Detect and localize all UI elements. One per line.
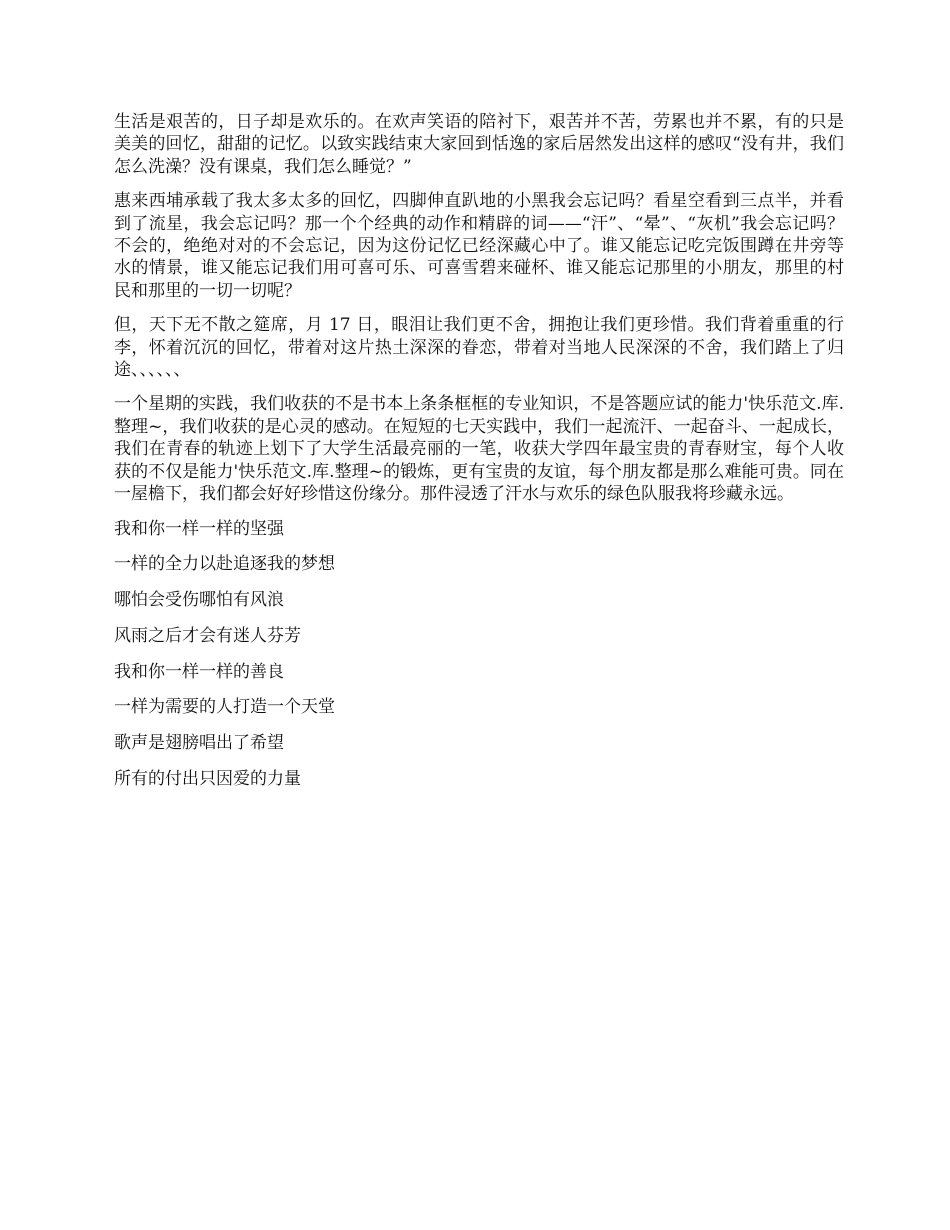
document-body (114, 111, 844, 804)
lyric-line-7: 歌声是翅膀唱出了希望 (114, 733, 284, 754)
lyric-line-5: 我和你一样一样的善良 (114, 661, 284, 682)
paragraph-3: 但，天下无不散之筵席，月 17 日，眼泪让我们更不舍，拥抱让我们更珍惜。我们背着重重的行李，怀着沉沉的回忆，带着对这片热土深深的眷恋，带着对当地人民深深的不舍，我们踏上了归途、、、、、、 (114, 315, 844, 381)
paragraph-2: 惠来西埔承载了我太多太多的回忆，四脚伸直趴地的小黑我会忘记吗？看星空看到三点半，并看到了流星，我会忘记吗？那一个个经典的动作和精辟的词——“汗”、“晕”、“灰机”我会忘记吗？不会的，绝绝对对的不会忘记，因为这份记忆已经深藏心中了。谁又能忘记吃完饭围蹲在井旁等水的情景，谁又能忘记我们用可喜可乐、可喜雪碧来碰杯、谁又能忘记那里的小朋友，那里的村民和那里的一切一切呢？ (114, 191, 844, 301)
lyric-line-1: 我和你一样一样的坚强 (114, 518, 284, 539)
paragraph-4: 一个星期的实践，我们收获的不是书本上条条框框的专业知识，不是答题应试的能力'快乐范文.库.整理~，我们收获的是心灵的感动。在短短的七天实践中，我们一起流汗、一起奋斗、一起成长，我们在青春的轨迹上划下了大学生活最亮丽的一笔，收获大学四年最宝贵的青春财宝，每个人收获的不仅是能力'快乐范文.库.整理~的锻炼，更有宝贵的友谊，每个朋友都是那么难能可贵。同在一屋檐下，我们都会好好珍惜这份缘分。那件浸透了汗水与欢乐的绿色队服我将珍藏永远。 (114, 394, 844, 505)
lyric-line-3: 哪怕会受伤哪怕有风浪 (114, 590, 284, 611)
lyric-line-4: 风雨之后才会有迷人芬芳 (114, 625, 301, 646)
lyric-line-6: 一样为需要的人打造一个天堂 (114, 697, 335, 718)
lyric-line-8: 所有的付出只因爱的力量 (114, 769, 301, 790)
paragraph-1: 生活是艰苦的，日子却是欢乐的。在欢声笑语的陪衬下，艰苦并不苦，劳累也并不累，有的只是美美的回忆，甜甜的记忆。以致实践结束大家回到恬逸的家后居然发出这样的感叹“没有井，我们怎么洗澡？没有课桌，我们怎么睡觉？” (114, 112, 844, 177)
lyric-line-2: 一样的全力以赴追逐我的梦想 (114, 554, 335, 575)
